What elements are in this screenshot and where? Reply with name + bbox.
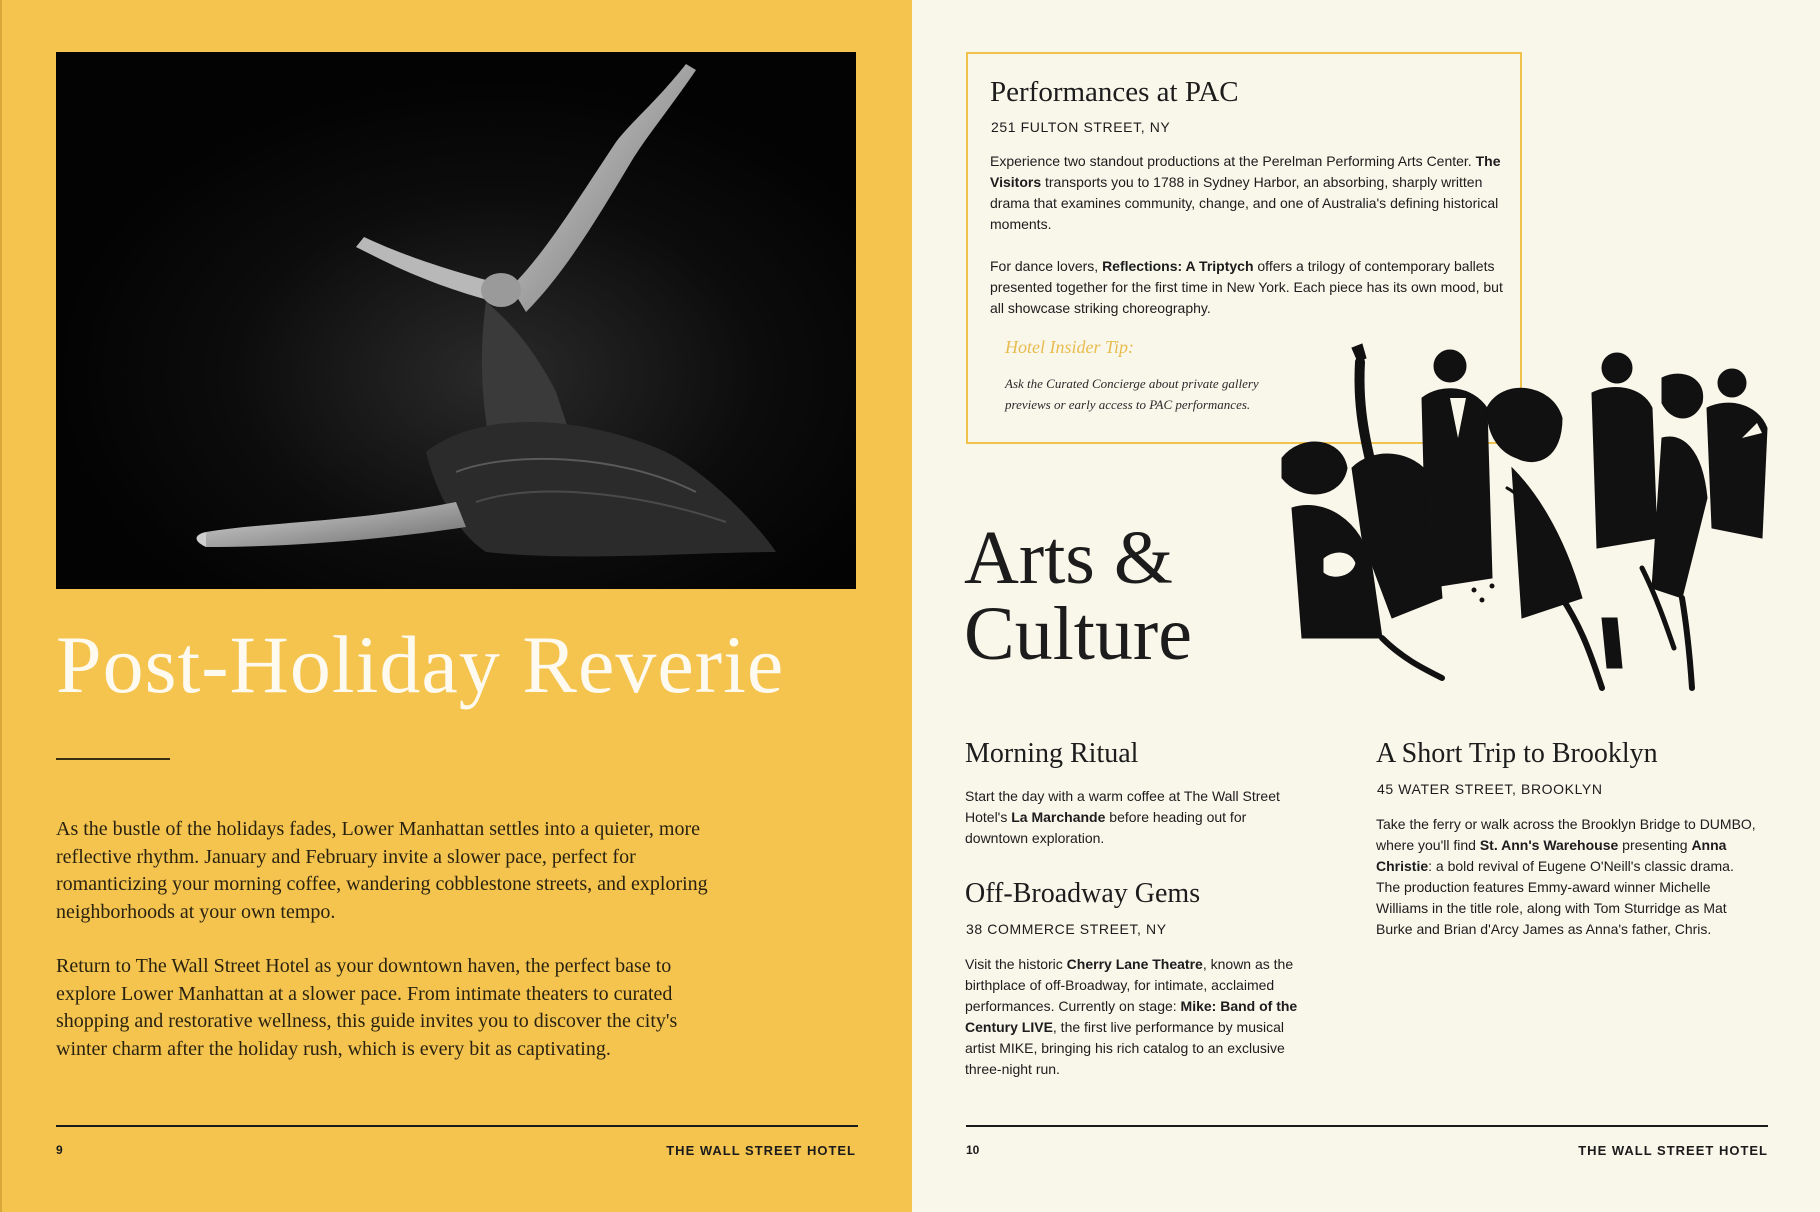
footer-divider	[966, 1125, 1768, 1127]
off-broadway-text: Visit the historic Cherry Lane Theatre, known as the birthplace of off-Broadway, for intimate, acclaimed performances. Currently on stage: Mike: Band of the Century LIVE, the first live performance by musical artist MIKE, bringing his rich catalog to an exclusive three-night run.	[965, 956, 1298, 1077]
show-title: Reflections: A Triptych	[1102, 258, 1254, 274]
pac-address: 251 FULTON STREET, NY	[991, 119, 1171, 135]
party-guests-illustration	[1262, 338, 1776, 700]
page-title: Post-Holiday Reverie	[56, 619, 785, 710]
intro-text	[56, 816, 716, 1090]
intro-paragraph: Return to The Wall Street Hotel as your downtown haven, the perfect base to explore Lower Manhattan at a slower pace. From intimate theaters to curated shopping and restorative wellness, this guide invites you to discover the city's winter charm after the holiday rush, which is every bit as captivating.	[56, 955, 678, 1060]
pac-paragraph: For dance lovers, Reflections: A Triptych offers a trilogy of contemporary ballets presented together for the first time in New York. Each piece has its own mood, but all showcase striking choreography.	[990, 258, 1503, 316]
section-title-line: Arts &	[964, 516, 1173, 600]
brooklyn-heading: A Short Trip to Brooklyn	[1376, 738, 1658, 769]
show-title: Mike: Band of the Century LIVE	[965, 998, 1298, 1035]
pac-description	[990, 151, 1505, 340]
section-title-line: Culture	[964, 592, 1192, 676]
intro-paragraph: As the bustle of the holidays fades, Lower Manhattan settles into a quieter, more reflective rhythm. January and February invite a slower pace, perfect for romanticizing your morning coffee, wandering cobblestone streets, and exploring neighborhoods at your own tempo.	[56, 818, 708, 923]
pac-paragraph: Experience two standout productions at the Perelman Performing Arts Center. The Visitors transports you to 1788 in Sydney Harbor, an absorbing, sharply written drama that examines community, change, and one of Australia's defining historical moments.	[990, 153, 1501, 232]
insider-tip-label: Hotel Insider Tip:	[1005, 337, 1134, 357]
footer-brand: THE WALL STREET HOTEL	[666, 1143, 856, 1158]
morning-ritual-text: Start the day with a warm coffee at The Wall Street Hotel's La Marchande before heading out for downtown exploration.	[965, 788, 1280, 846]
footer-divider	[56, 1125, 858, 1127]
section-title	[964, 516, 1192, 676]
morning-ritual-heading: Morning Ritual	[965, 738, 1139, 769]
footer-brand: THE WALL STREET HOTEL	[1578, 1143, 1768, 1158]
brooklyn-text: Take the ferry or walk across the Brooklyn Bridge to DUMBO, where you'll find St. Ann's Warehouse presenting Anna Christie: a bold revival of Eugene O'Neill's classic drama. The production features Emmy-award winner Michelle Williams in the title role, along with Tom Sturridge as Mat Burke and Brian d'Arcy James as Anna's father, Chris.	[1376, 816, 1756, 937]
show-title: The Visitors	[990, 153, 1501, 190]
venue-name: Cherry Lane Theatre	[1066, 956, 1203, 972]
page-number: 10	[966, 1143, 980, 1157]
insider-tip-text: Ask the Curated Concierge about private gallery previews or early access to PAC performances.	[1005, 376, 1259, 412]
title-divider	[56, 758, 170, 760]
page-edge	[0, 0, 2, 1212]
off-broadway-heading: Off-Broadway Gems	[965, 878, 1201, 909]
off-broadway-address: 38 COMMERCE STREET, NY	[966, 921, 1167, 937]
pac-heading: Performances at PAC	[990, 76, 1239, 108]
brooklyn-address: 45 WATER STREET, BROOKLYN	[1377, 781, 1603, 797]
ballet-dancer-photo	[56, 52, 856, 589]
venue-name: La Marchande	[1011, 809, 1106, 825]
show-title: Anna Christie	[1376, 837, 1727, 874]
venue-name: St. Ann's Warehouse	[1479, 837, 1619, 853]
page-number: 9	[56, 1143, 63, 1157]
